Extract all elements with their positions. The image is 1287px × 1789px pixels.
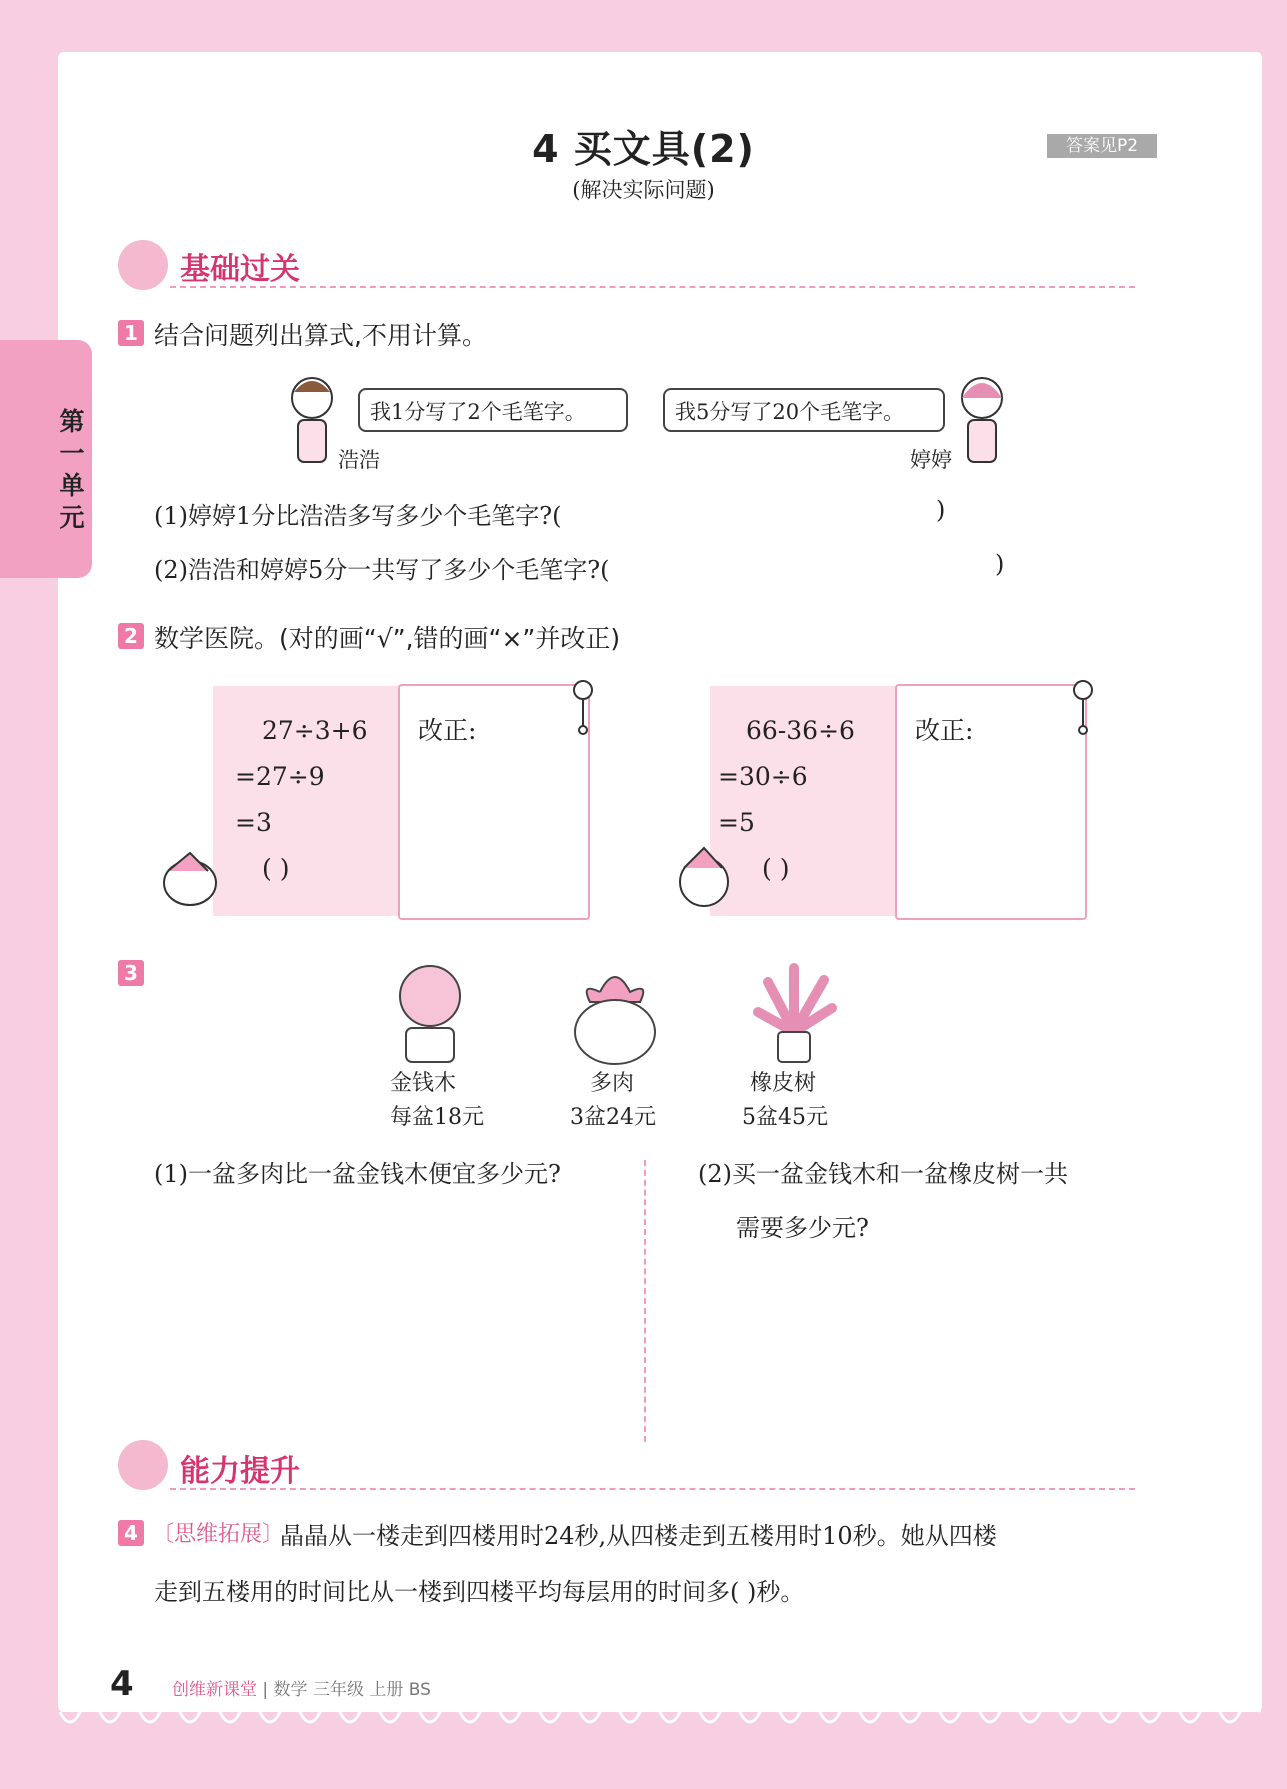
mascot-icon — [118, 1440, 168, 1490]
name-tingting: 婷婷 — [910, 448, 952, 472]
rubber-tree-plant-icon — [748, 962, 840, 1066]
footer-separator: | — [262, 1680, 269, 1700]
mascot-icon — [118, 240, 168, 290]
footer-info — [172, 1675, 431, 1700]
page-number: 4 — [110, 1664, 134, 1704]
section-title-basic: 基础过关 — [180, 252, 300, 287]
question-3-sub2-line1: (2)买一盆金钱木和一盆橡皮树一共 — [698, 1160, 1068, 1188]
lesson-subtitle: (解决实际问题) — [572, 178, 715, 202]
thinking-extension-tag: 〔思维拓展〕 — [152, 1522, 285, 1547]
question-4-line1: 晶晶从一楼走到四楼用时24秒,从四楼走到五楼用时10秒。她从四楼 — [280, 1522, 997, 1550]
section-title-advanced: 能力提升 — [180, 1454, 300, 1489]
question-1-prompt: 结合问题列出算式,不用计算。 — [154, 321, 487, 350]
footer-book-info: 数学 三年级 上册 BS — [273, 1680, 431, 1700]
footer-brand: 创维新课堂 — [172, 1680, 257, 1700]
bird-mascot-icon — [670, 838, 740, 916]
left-fix-label: 改正: — [418, 716, 477, 745]
bird-mascot-icon — [150, 845, 230, 915]
right-line-1: 66-36÷6 — [746, 716, 855, 745]
plant-3-price: 5盆45元 — [742, 1105, 828, 1130]
plant-3-name: 橡皮树 — [750, 1071, 817, 1096]
stethoscope-icon — [1066, 678, 1100, 736]
question-3-sub1: (1)一盆多肉比一盆金钱木便宜多少元? — [154, 1160, 561, 1188]
question-number-1: 1 — [118, 320, 144, 346]
right-answer-blank: ( ) — [762, 854, 790, 883]
lesson-title: 4 买文具(2) — [532, 127, 755, 171]
right-line-3: =5 — [718, 808, 755, 837]
question-1-sub1-close: ) — [936, 496, 946, 524]
right-line-2: =30÷6 — [718, 762, 808, 791]
name-haohao: 浩浩 — [338, 448, 380, 472]
left-answer-blank: ( ) — [262, 854, 290, 883]
question-1-sub2-close: ) — [995, 550, 1005, 578]
section-divider — [170, 1488, 1135, 1490]
left-line-2: =27÷9 — [235, 762, 325, 791]
question-number-2: 2 — [118, 623, 144, 649]
unit-side-tab — [0, 340, 92, 578]
left-line-1: 27÷3+6 — [262, 716, 368, 745]
plant-1-price: 每盆18元 — [390, 1105, 484, 1130]
q3-column-divider — [644, 1160, 646, 1442]
succulent-plant-icon — [570, 962, 660, 1066]
plant-2-name: 多肉 — [590, 1071, 635, 1096]
plant-1-name: 金钱木 — [390, 1071, 457, 1096]
girl-figure-icon — [958, 370, 1006, 466]
bottom-wave-border — [0, 1700, 1287, 1740]
question-1-sub1: (1)婷婷1分比浩浩多写多少个毛笔字?( — [154, 502, 562, 530]
question-number-4: 4 — [118, 1520, 144, 1546]
section-divider — [170, 286, 1135, 288]
question-2-prompt: 数学医院。(对的画“√”,错的画“×”并改正) — [154, 624, 621, 653]
speech-bubble-right: 我5分写了20个毛笔字。 — [663, 388, 945, 432]
stethoscope-icon — [566, 678, 600, 736]
unit-tab-label: 第一单元 — [59, 407, 85, 532]
plant-2-price: 3盆24元 — [570, 1105, 656, 1130]
question-1-sub2: (2)浩浩和婷婷5分一共写了多少个毛笔字?( — [154, 556, 610, 584]
right-fix-label: 改正: — [915, 716, 974, 745]
answer-reference-tag: 答案见P2 — [1047, 134, 1157, 158]
question-4-line2: 走到五楼用的时间比从一楼到四楼平均每层用的时间多( )秒。 — [154, 1578, 805, 1606]
question-3-sub2-line2: 需要多少元? — [736, 1214, 869, 1242]
speech-bubble-left: 我1分写了2个毛笔字。 — [358, 388, 628, 432]
question-number-3: 3 — [118, 960, 144, 986]
money-tree-plant-icon — [392, 958, 468, 1066]
boy-figure-icon — [288, 370, 336, 466]
left-line-3: =3 — [235, 808, 272, 837]
